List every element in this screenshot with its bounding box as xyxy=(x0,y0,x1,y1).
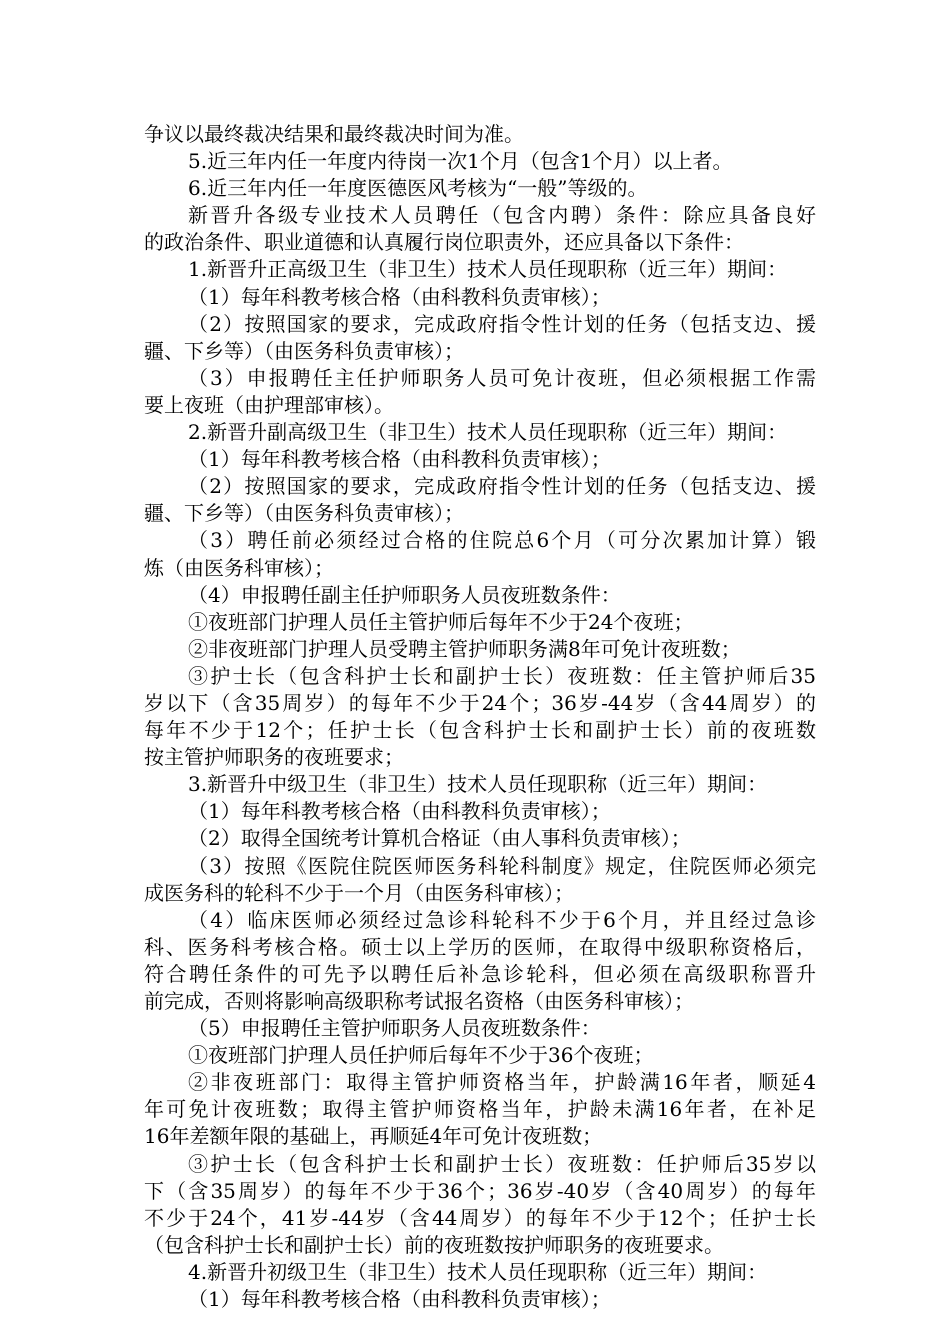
text-line: 每年不少于12个；任护士长（包含科护士长和副护士长）前的夜班数 xyxy=(144,718,816,743)
text-line: （4）申报聘任副主任护师职务人员夜班数条件： xyxy=(188,582,621,607)
text-line: 4.新晋升初级卫生（非卫生）技术人员任现职称（近三年）期间： xyxy=(188,1259,768,1284)
text-line: （4）临床医师必须经过急诊科轮科不少于6个月，并且经过急诊 xyxy=(188,907,816,932)
text-line: 符合聘任条件的可先予以聘任后补急诊轮科，但必须在高级职称晋升 xyxy=(144,961,816,986)
text-line: （2）取得全国统考计算机合格证（由人事科负责审核）； xyxy=(188,826,691,851)
document-body xyxy=(144,121,816,1313)
text-line: 6.近三年内任一年度医德医风考核为“一般”等级的。 xyxy=(188,176,648,201)
text-line: 炼（由医务科审核）； xyxy=(144,555,334,580)
text-line: 5.近三年内任一年度内待岗一次1个月（包含1个月）以上者。 xyxy=(188,149,733,174)
text-line: 要上夜班（由护理部审核）。 xyxy=(144,392,394,417)
text-line: 成医务科的轮科不少于一个月（由医务科审核）； xyxy=(144,880,574,905)
text-line: （3）申报聘任主任护师职务人员可免计夜班，但必须根据工作需 xyxy=(188,365,816,390)
text-line: 疆、下乡等）（由医务科负责审核）； xyxy=(144,338,464,363)
text-line: （2）按照国家的要求，完成政府指令性计划的任务（包括支边、援 xyxy=(188,474,816,499)
text-line: 科、医务科考核合格。硕士以上学历的医师，在取得中级职称资格后， xyxy=(144,934,816,959)
text-line: ②非夜班部门护理人员受聘主管护师职务满8年可免计夜班数； xyxy=(188,636,741,661)
text-line: 前完成，否则将影响高级职称考试报名资格（由医务科审核）； xyxy=(144,989,694,1013)
text-line: 争议以最终裁决结果和最终裁决时间为准。 xyxy=(144,122,524,146)
text-line: ①夜班部门护理人员任护师后每年不少于36个夜班； xyxy=(188,1043,654,1068)
text-line: 年可免计夜班数；取得主管护师资格当年，护龄未满16年者，在补足 xyxy=(144,1097,816,1122)
text-line: 新晋升各级专业技术人员聘任（包含内聘）条件：除应具备良好 xyxy=(188,203,816,228)
text-line: 疆、下乡等）（由医务科负责审核）； xyxy=(144,501,464,526)
text-line: （1）每年科教考核合格（由科教科负责审核）； xyxy=(188,799,611,824)
text-line: ①夜班部门护理人员任主管护师后每年不少于24个夜班； xyxy=(188,609,694,634)
text-line: 不少于24个，41岁-44岁（含44周岁）的每年不少于12个；任护士长 xyxy=(144,1205,816,1230)
text-line: 3.新晋升中级卫生（非卫生）技术人员任现职称（近三年）期间： xyxy=(188,772,768,797)
text-line: 岁以下（含35周岁）的每年不少于24个；36岁-44岁（含44周岁）的 xyxy=(144,690,816,715)
text-line: 16年差额年限的基础上，再顺延4年可免计夜班数； xyxy=(144,1124,603,1149)
text-line: （2）按照国家的要求，完成政府指令性计划的任务（包括支边、援 xyxy=(188,311,816,336)
text-line: （1）每年科教考核合格（由科教科负责审核）； xyxy=(188,284,611,309)
text-line: （5）申报聘任主管护师职务人员夜班数条件： xyxy=(188,1016,601,1041)
text-line: （3）按照《医院住院医师医务科轮科制度》规定，住院医师必须完 xyxy=(188,853,816,878)
text-line: ②非夜班部门：取得主管护师资格当年，护龄满16年者，顺延4 xyxy=(188,1070,816,1095)
text-line: （包含科护士长和副护士长）前的夜班数按护师职务的夜班要求。 xyxy=(144,1232,724,1257)
text-line: ③护士长（包含科护士长和副护士长）夜班数：任主管护师后35 xyxy=(188,663,816,688)
text-line: ③护士长（包含科护士长和副护士长）夜班数：任护师后35岁以 xyxy=(188,1151,816,1176)
text-line: 按主管护师职务的夜班要求； xyxy=(144,745,404,770)
text-line: 2.新晋升副高级卫生（非卫生）技术人员任现职称（近三年）期间： xyxy=(188,420,788,445)
text-line: 1.新晋升正高级卫生（非卫生）技术人员任现职称（近三年）期间： xyxy=(188,257,788,282)
text-line: （3）聘任前必须经过合格的住院总6个月（可分次累加计算）锻 xyxy=(188,528,816,553)
text-line: 下（含35周岁）的每年不少于36个；36岁-40岁（含40周岁）的每年 xyxy=(144,1178,816,1203)
text-line: （1）每年科教考核合格（由科教科负责审核）； xyxy=(188,447,611,472)
text-line: 的政治条件、职业道德和认真履行岗位职责外，还应具备以下条件： xyxy=(144,230,744,255)
text-line: （1）每年科教考核合格（由科教科负责审核）； xyxy=(188,1287,611,1312)
